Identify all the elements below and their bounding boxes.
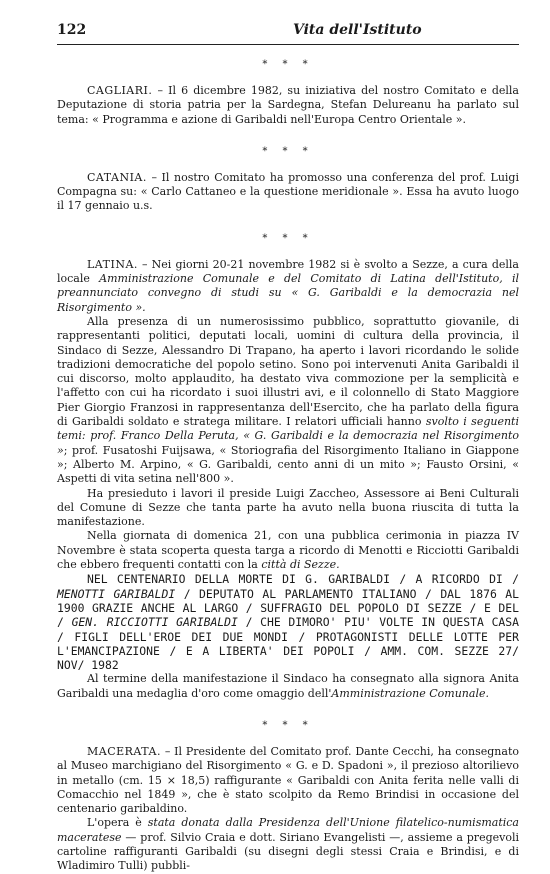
plaque-inscription: NEL CENTENARIO DELLA MORTE DI G. GARIBALDI / A RICORDO DI / MENOTTI GARIBALDI / DEPUTATO AL PARLAMENTO ITALIANO / DAL 1876 AL 1900 GRAZIE ANCHE AL LARGO / SUFFRAGIO DEL POPOLO DI SEZZE / E DEL / GEN. RICCIOTTI GARIBALDI / CHE DIMORO' PIU' VOLTE IN QUESTA CASA / FIGLI DELL'EROE DEI DUE MONDI / PROTAGONISTI DELLE LOTTE PER L'EMANCIPAZIONE / E A LIBERTA' DEI POPOLI / AMM. COM. SEZZE 27/ NOV/ 1982 — [57, 572, 520, 673]
running-header — [57, 22, 515, 46]
page-number: 122 — [57, 22, 87, 38]
city-heading-cagliari: CAGLIARI. — [87, 84, 153, 97]
city-heading-catania: CATANIA. — [87, 170, 147, 184]
city-heading-macerata: MACERATA. — [87, 744, 161, 758]
section-separator: * * * — [262, 145, 314, 157]
latina-paragraph-4: Nella giornata di domenica 21, con una pubblica cerimonia in piazza IV Novembre è stata scoperta questa targa a ricordo di Menotti e Ricciotti Garibaldi che ebbero frequenti contatti con la città di Sezze. — [57, 529, 519, 572]
running-title: Vita dell'Istituto — [293, 22, 422, 38]
header-rule — [57, 44, 519, 45]
section-separator: * * * — [262, 59, 314, 70]
catania-paragraph: CATANIA. – Il nostro Comitato ha promosso una conferenza del prof. Luigi Compagna su: « Carlo Cattaneo e la questione meridionale ». Essa ha avuto luogo il 17 gennaio u.s. — [57, 170, 519, 213]
latina-paragraph-2: Alla presenza di un numerosissimo pubblico, soprattutto giovanile, di rappresentanti politici, deputati locali, uomini di cultura della provincia, il Sindaco di Sezze, Alessandro Di Trapano, ha aperto i lavori ricordando le solide tradizioni democratiche del popolo setino. Sono poi intervenuti Anita Garibaldi il cui discorso, molto applaudito, ha destato viva commozione per la semplicità e l'affetto con cui ha ricordato i suoi illustri avi, e il colonnello di Stato Maggiore Pier Giorgio Franzosi in rappresentanza dell'Esercito, che ha parlato della figura di Garibaldi soldato e stratega militare. I relatori ufficiali hanno svolto i seguenti temi: prof. Franco Della Peruta, « G. Garibaldi e la democrazia nel Risorgimento »; prof. Fusatoshi Fuijsawa, « Storiografia del Risorgimento Italiano in Giappone »; Alberto M. Arpino, « G. Garibaldi, cento anni di un mito »; Fausto Orsini, « Aspetti di vita setina nell'800 ». — [57, 314, 519, 486]
city-heading-latina: LATINA. — [87, 257, 138, 271]
macerata-paragraph-2: L'opera è stata donata dalla Presidenza dell'Unione filatelico-numismatica maceratese — prof. Silvio Craia e dott. Siriano Evangelisti —, assieme a pregevoli cartoline raffiguranti Garibaldi (su disegni degli stessi Craia e Brindisi, e di Wladimiro Tulli) pubbli- — [57, 816, 519, 873]
cagliari-paragraph: CAGLIARI. – Il 6 dicembre 1982, su iniziativa del nostro Comitato e della Deputazione di storia patria per la Sardegna, Stefan Delureanu ha parlato sul tema: « Programma e azione di Garibaldi nell'Europa Centro Orientale ». — [57, 84, 519, 126]
section-separator: * * * — [262, 719, 314, 731]
latina-paragraph-5: Al termine della manifestazione il Sindaco ha consegnato alla signora Anita Garibaldi una medaglia d'oro come omaggio dell'Amministrazione Comunale. — [57, 672, 519, 700]
macerata-paragraph-1: MACERATA. – Il Presidente del Comitato prof. Dante Cecchi, ha consegnato al Museo marchigiano del Risorgimento « G. e D. Spadoni », il prezioso altorilievo in metallo (cm. 15 × 18,5) raffigurante « Garibaldi con Anita ferita nelle valli di Comacchio nel 1849 », che è stato scolpito da Remo Brindisi in occasione del centenario garibaldino. — [57, 744, 519, 816]
latina-paragraph-1: LATINA. – Nei giorni 20-21 novembre 1982 si è svolto a Sezze, a cura della locale Amministrazione Comunale e del Comitato di Latina dell'Istituto, il preannunciato convegno di studi su « G. Garibaldi e la democrazia nel Risorgimento ». — [57, 257, 520, 314]
section-separator: * * * — [262, 232, 314, 244]
latina-paragraph-3: Ha presieduto i lavori il preside Luigi Zaccheo, Assessore ai Beni Culturali del Comune di Sezze che tanta parte ha avuto nella buona riuscita di tutta la manifestazione. — [57, 486, 519, 529]
page-body — [57, 58, 519, 874]
